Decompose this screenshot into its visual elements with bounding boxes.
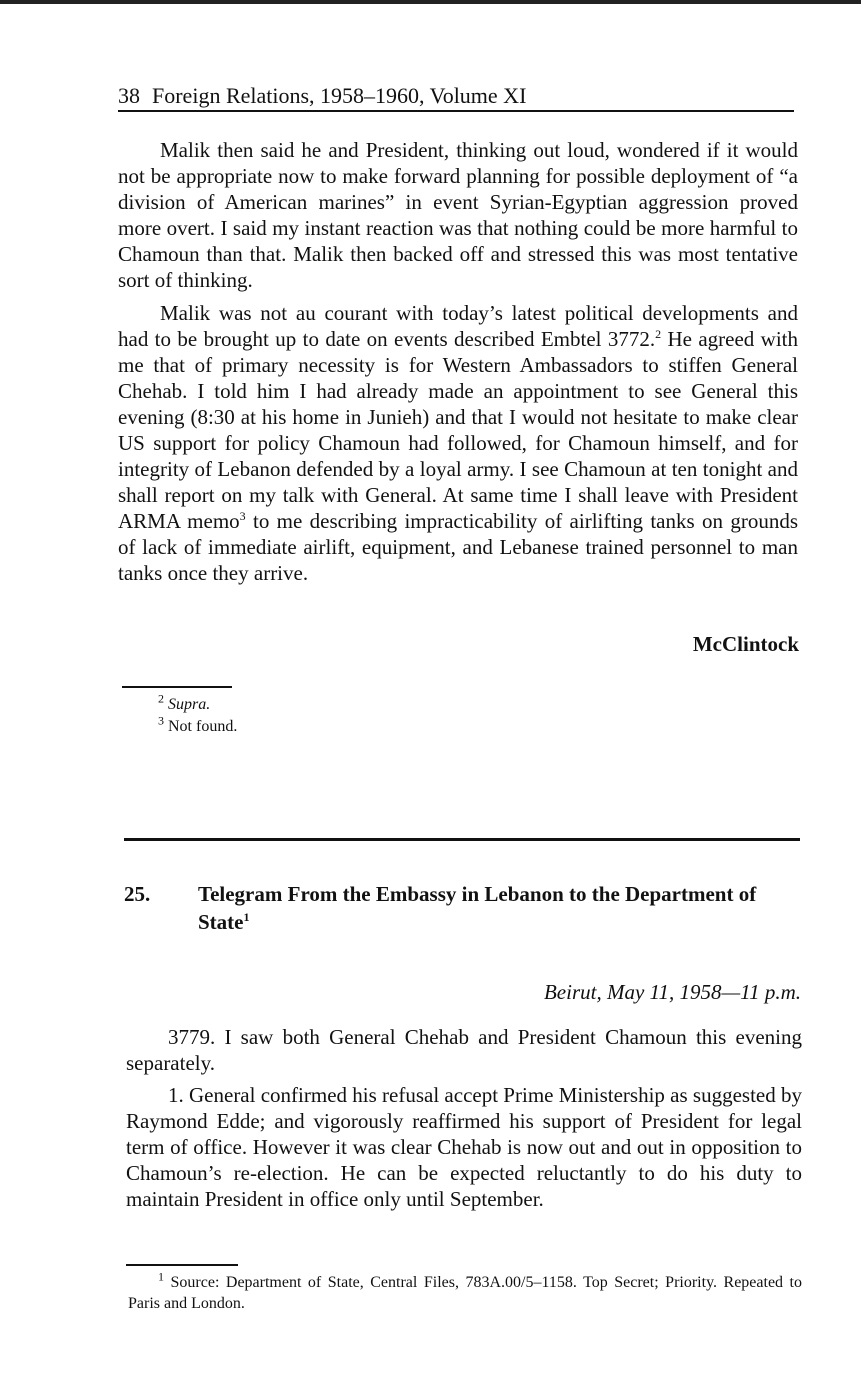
footnote-2-text: Supra.: [168, 696, 211, 713]
footnote-ref-2: 2: [655, 327, 662, 341]
footnote-2-mark: 2: [158, 691, 164, 706]
footnote-3: [158, 713, 238, 737]
paragraph-2-part-1: Malik was not au courant with today’s latest political developments and had to be brought up to date on events described Embtel 3772.: [118, 301, 798, 351]
document-number: 25.: [124, 882, 151, 906]
running-title: Foreign Relations, 1958–1960, Volume XI: [152, 83, 527, 108]
dateline: Beirut, May 11, 1958—11 p.m.: [543, 980, 801, 1004]
page-number: 38: [118, 83, 140, 108]
signature: McClintock: [692, 632, 799, 656]
running-header: [118, 82, 794, 112]
footnote-ref-1: 1: [243, 910, 250, 924]
paragraph-2-part-2: He agreed with me that of primary necessity is for Western Ambassadors to stiffen General Chehab. I told him I had already made an appointment to see General this evening (8:30 at his home in Junieh) and that I would not hesitate to make clear US support for policy Chamoun had followed, for Chamoun himself, and for integrity of Lebanon defended by a loyal army. I see Chamoun at ten tonight and shall report on my talk with General. At same time I shall leave with President ARMA memo: [118, 327, 798, 533]
footnote-2: [158, 691, 211, 715]
source-footnote-text: Source: Department of State, Central Files, 783A.00/5–1158. Top Secret; Priority. Repeated to Paris and London.: [128, 1274, 803, 1312]
source-footnote-separator: [126, 1264, 238, 1266]
body-paragraph-2: [118, 300, 798, 586]
footnote-ref-3: 3: [239, 509, 246, 523]
source-footnote-mark: 1: [158, 1269, 164, 1284]
telegram-paragraph-2: 1. General confirmed his refusal accept Prime Ministership as suggested by Raymond Edde; and vigorously reaffirmed his support of President for legal term of office. However it was clear Chehab is now out and out in opposition to Chamoun’s re-election. He can be expected reluctantly to do his duty to maintain President in office only until September.: [126, 1083, 802, 1211]
document-title: [198, 880, 798, 936]
telegram-paragraph-1: 3779. I saw both General Chehab and President Chamoun this evening separately.: [126, 1025, 802, 1075]
body-paragraph-1: Malik then said he and President, thinking out loud, wondered if it would not be appropriate now to make forward planning for possible deployment of “a division of American marines” in event Syrian-Egyptian aggression proved more overt. I said my instant reaction was that nothing could be more harmful to Chamoun than that. Malik then backed off and stressed this was most tentative sort of thinking.: [118, 138, 798, 292]
document-title-text: Telegram From the Embassy in Lebanon to the Department of State: [198, 882, 757, 934]
scan-top-edge: [0, 0, 861, 4]
footnote-3-text: Not found.: [168, 718, 238, 735]
source-footnote: [128, 1269, 803, 1314]
document-separator: [124, 838, 800, 841]
footnote-separator: [122, 686, 232, 688]
footnote-3-mark: 3: [158, 713, 164, 728]
paragraph-2-part-3: to me describing impracticability of airlifting tanks on grounds of lack of immediate airlift, equipment, and Lebanese trained personnel to man tanks once they arrive.: [118, 509, 798, 585]
